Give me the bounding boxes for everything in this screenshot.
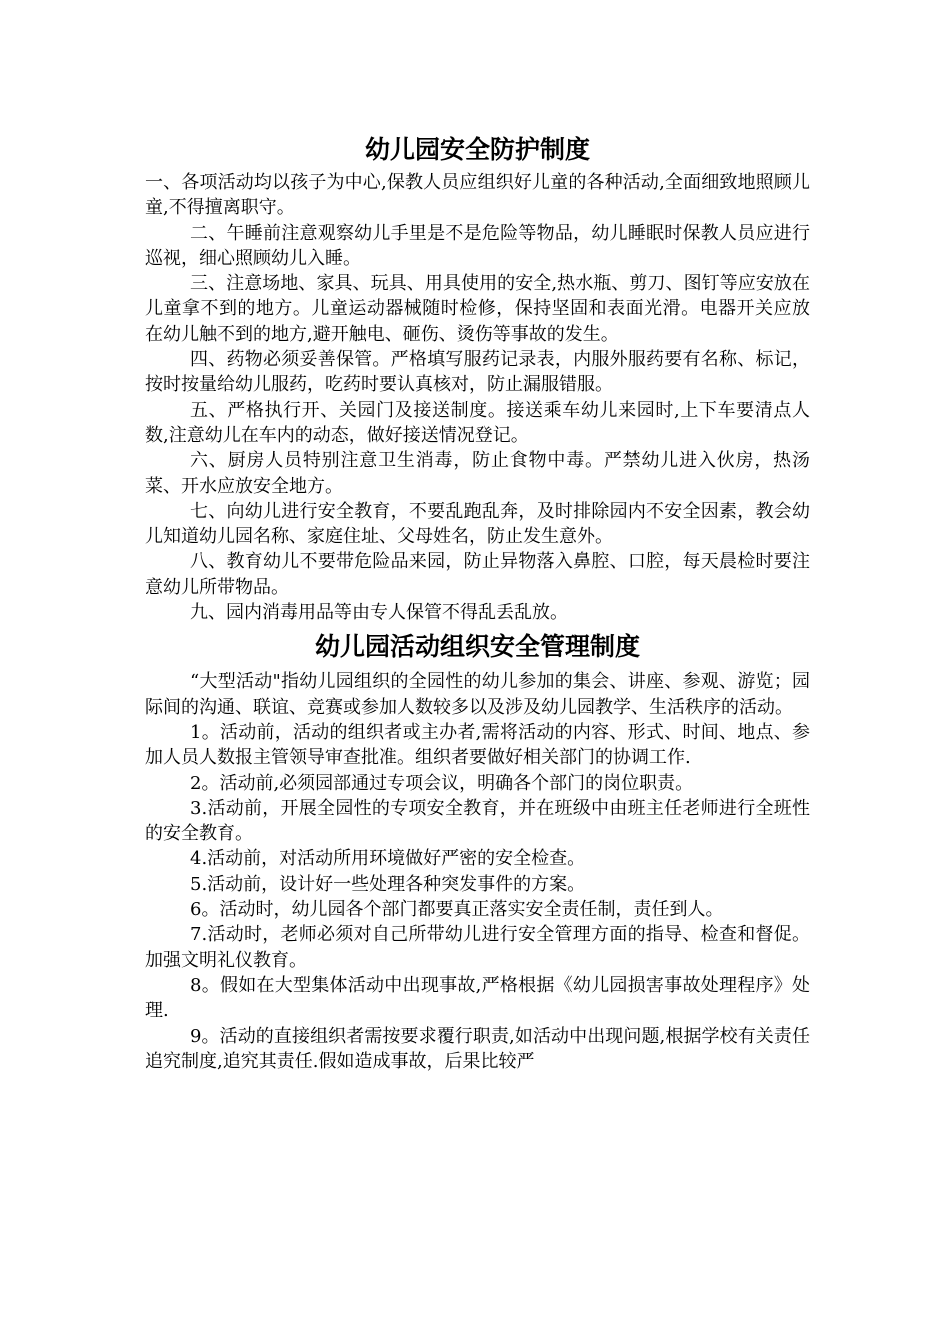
section1-paragraph-9: 九、园内消毒用品等由专人保管不得乱丢乱放。	[190, 602, 568, 624]
section1-paragraph-1: 一、各项活动均以孩子为中心,保教人员应组织好儿童的各种活动,全面细致地照顾儿童,不得擅离职守。	[145, 172, 810, 219]
section2-item-9: 9。活动的直接组织者需按要求覆行职责,如活动中出现问题,根据学校有关责任追究制度,追究其责任.假如造成事故，后果比较严	[145, 1025, 810, 1072]
section2-item-3: 3.活动前，开展全园性的专项安全教育，并在班级中由班主任老师进行全班性的安全教育。	[145, 797, 810, 845]
section2-item-7: 7.活动时，老师必须对自己所带幼儿进行安全管理方面的指导、检查和督促。加强文明礼仪教育。	[145, 924, 810, 971]
section1-paragraph-3: 三、注意场地、家具、玩具、用具使用的安全,热水瓶、剪刀、图钉等应安放在儿童拿不到的地方。儿童运动器械随时检修，保持坚固和表面光滑。电器开关应放在幼儿触不到的地方,避开触电、砸伤、烫伤等事故的发生。	[145, 273, 810, 345]
section1-paragraph-2: 二、午睡前注意观察幼儿手里是不是危险等物品，幼儿睡眠时保教人员应进行巡视，细心照顾幼儿入睡。	[145, 222, 810, 269]
section1-title: 幼儿园安全防护制度	[364, 135, 590, 164]
section1-paragraph-7: 七、向幼儿进行安全教育，不要乱跑乱奔，及时排除园内不安全因素，教会幼儿知道幼儿园名称、家庭住址、父母姓名，防止发生意外。	[145, 500, 810, 548]
section1-paragraph-5: 五、严格执行开、关园门及接送制度。接送乘车幼儿来园时,上下车要清点人数,注意幼儿在车内的动态，做好接送情况登记。	[145, 399, 810, 446]
section1-paragraph-4: 四、药物必须妥善保管。严格填写服药记录表，内服外服药要有名称、标记，按时按量给幼儿服药，吃药时要认真核对，防止漏服错服。	[145, 349, 810, 396]
section2-item-1: 1。活动前，活动的组织者或主办者,需将活动的内容、形式、时间、地点、参加人员人数报主管领导审查批准。组织者要做好相关部门的协调工作.	[145, 721, 810, 769]
section2-title: 幼儿园活动组织安全管理制度	[314, 632, 640, 662]
section2-item-6: 6。活动时，幼儿园各个部门都要真正落实安全责任制，责任到人。	[190, 899, 724, 921]
section1-paragraph-8: 八、教育幼儿不要带危险品来园，防止异物落入鼻腔、口腔，每天晨检时要注意幼儿所带物品。	[145, 551, 810, 598]
section2-item-2: 2。活动前,必须园部通过专项会议，明确各个部门的岗位职责。	[190, 772, 694, 794]
document-page	[145, 130, 810, 1074]
section1-paragraph-6: 六、厨房人员特别注意卫生消毒，防止食物中毒。严禁幼儿进入伙房，热汤菜、开水应放安全地方。	[145, 450, 810, 497]
section2-paragraph-intro: “大型活动"指幼儿园组织的全园性的幼儿参加的集会、讲座、参观、游览；园际间的沟通、联谊、竞赛或参加人数较多以及涉及幼儿园教学、生活秩序的活动。	[145, 671, 810, 718]
section2-item-5: 5.活动前，设计好一些处理各种突发事件的方案。	[190, 873, 586, 895]
section2-item-4: 4.活动前，对活动所用环境做好严密的安全检查。	[190, 848, 586, 870]
section2-item-8: 8。假如在大型集体活动中出现事故,严格根据《幼儿园损害事故处理程序》处理.	[145, 974, 810, 1022]
